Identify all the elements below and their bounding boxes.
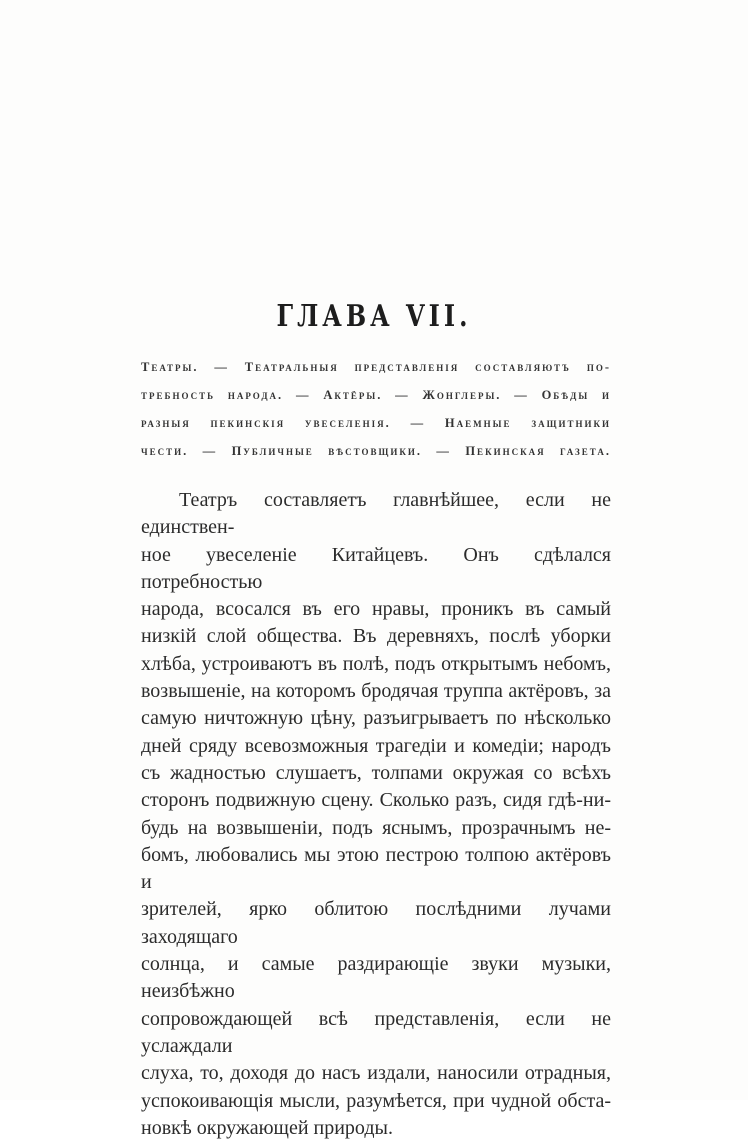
- body-text-line: съ жадностью слушаетъ, толпами окружая со всѣхъ: [141, 761, 611, 784]
- body-text-line: зрителей, ярко облитою послѣдними лучами заходящаго: [141, 898, 611, 948]
- body-text-line: бомъ, любовались мы этою пестрою толпою актёровъ и: [141, 843, 611, 894]
- body-text-line: успокоивающія мысли, разумѣется, при чудной обста-: [141, 1089, 611, 1112]
- body-text-line: народа, всосался въ его нравы, проникъ въ самый: [141, 598, 611, 621]
- chapter-body-paragraph: [141, 487, 611, 1142]
- body-text-line: сторонъ подвижную сцену. Сколько разъ, сидя гдѣ-ни-: [141, 789, 611, 812]
- body-text-line: ное увеселеніе Китайцевъ. Онъ сдѣлался потребностью: [141, 543, 611, 593]
- body-text-line: солнца, и самые раздирающіе звуки музыки, неизбѣжно: [141, 953, 611, 1003]
- body-text-line: Театръ составляетъ главнѣйшее, если не единствен-: [141, 489, 611, 539]
- body-text-line: будь на возвышеніи, подъ яснымъ, прозрачнымъ не-: [141, 816, 611, 839]
- body-text-line: слуха, то, доходя до насъ издали, наносили отрадныя,: [141, 1062, 611, 1085]
- body-text-line: дней сряду всевозможныя трагедіи и комедіи; народъ: [141, 734, 611, 757]
- body-text-line: сопровождающей всѣ представленія, если не услаждали: [141, 1007, 611, 1057]
- summary-line: Театры. — Театральныя представленія составляютъ по-: [141, 360, 611, 374]
- body-text-line: самую ничтожную цѣну, разъигрываетъ по нѣсколько: [141, 707, 611, 730]
- summary-line: требность народа. — Актёры. — Жонглеры. — Обѣды и: [141, 388, 611, 402]
- summary-line: разныя пекинскія увеселенія. — Наемные защитники: [141, 416, 611, 430]
- summary-line: чести. — Публичные вѣстовщики. — Пекинская газета.: [141, 444, 611, 458]
- body-text-line: низкій слой общества. Въ деревняхъ, послѣ уборки: [141, 625, 611, 648]
- body-text-line: хлѣба, устроиваютъ въ полѣ, подъ открытымъ небомъ,: [141, 652, 611, 675]
- chapter-title: ГЛАВА VII.: [276, 299, 472, 334]
- body-text-line: возвышеніе, на которомъ бродячая труппа актёровъ, за: [141, 680, 611, 703]
- chapter-summary: [141, 353, 611, 465]
- body-text-line: новкѣ окружающей природы.: [141, 1116, 393, 1139]
